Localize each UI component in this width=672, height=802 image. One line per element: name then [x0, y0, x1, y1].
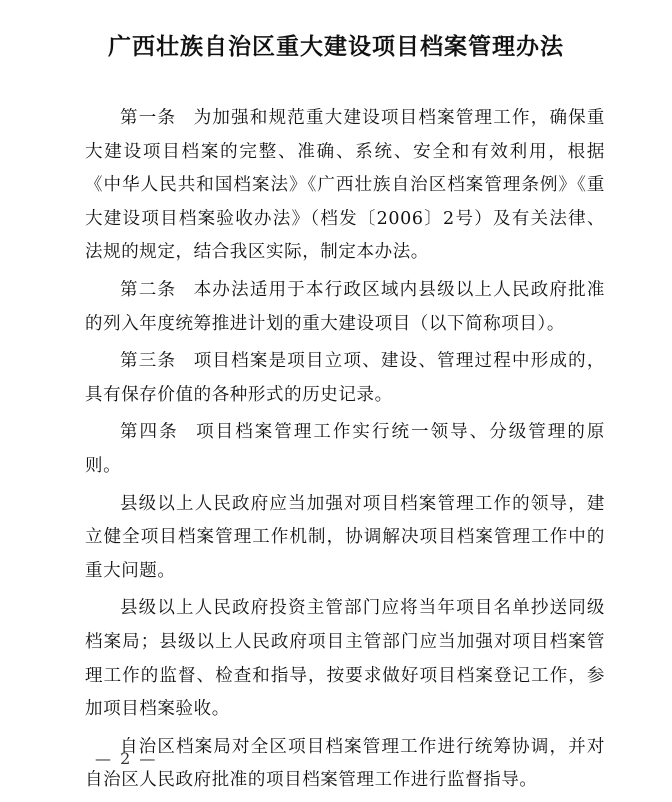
article-number: 第一条: [120, 108, 177, 128]
paragraph-text: 项目档案是项目立项、建设、管理过程中形成的，具有保存价值的各种形式的历史记录。: [85, 351, 605, 405]
paragraph-article-4-clause-4: [85, 731, 605, 798]
paragraph-text: 县级以上人民政府应当加强对项目档案管理工作的领导，建立健全项目档案管理工作机制，协调解决项目档案管理工作中的重大问题。: [85, 493, 605, 581]
page-number: — 2 —: [95, 749, 158, 768]
document-body: [85, 102, 605, 802]
article-number: 第三条: [120, 351, 177, 372]
paragraph-article-1: [85, 102, 605, 270]
paragraph-text: 自治区档案局对全区项目档案管理工作进行统筹协调，并对自治区人民政府批准的项目档案管理工作进行监督指导。: [85, 736, 605, 791]
paragraph-article-2: [85, 274, 605, 341]
paragraph-article-3: [85, 345, 605, 412]
paragraph-text: 县级以上人民政府投资主管部门应将当年项目名单抄送同级档案局；县级以上人民政府项目主管部门应当加强对项目档案管理工作的监督、检查和指导，按要求做好项目档案登记工作，参加项目档案验收。: [85, 598, 605, 720]
article-number: 第四条: [120, 422, 179, 443]
paragraph-text: 为加强和规范重大建设项目档案管理工作，确保重大建设项目档案的完整、准确、系统、安全和有效利用，根据《中华人民共和国档案法》《广西壮族自治区档案管理条例》《重大建设项目档案验收办法》（档发〔2006〕2号）及有关法律、法规的规定，结合我区实际，制定本办法。: [85, 108, 605, 263]
paragraph-article-4: [85, 416, 605, 483]
paragraph-text: 本办法适用于本行政区域内县级以上人民政府批准的列入年度统筹推进计划的重大建设项目（以下简称项目）。: [85, 279, 605, 334]
paragraph-text: 项目档案管理工作实行统一领导、分级管理的原则。: [85, 422, 605, 476]
paragraph-article-4-clause-3: [85, 592, 605, 726]
document-title: 广西壮族自治区重大建设项目档案管理办法: [108, 34, 564, 60]
article-number: 第二条: [120, 279, 177, 300]
paragraph-article-4-clause-2: [85, 488, 605, 589]
